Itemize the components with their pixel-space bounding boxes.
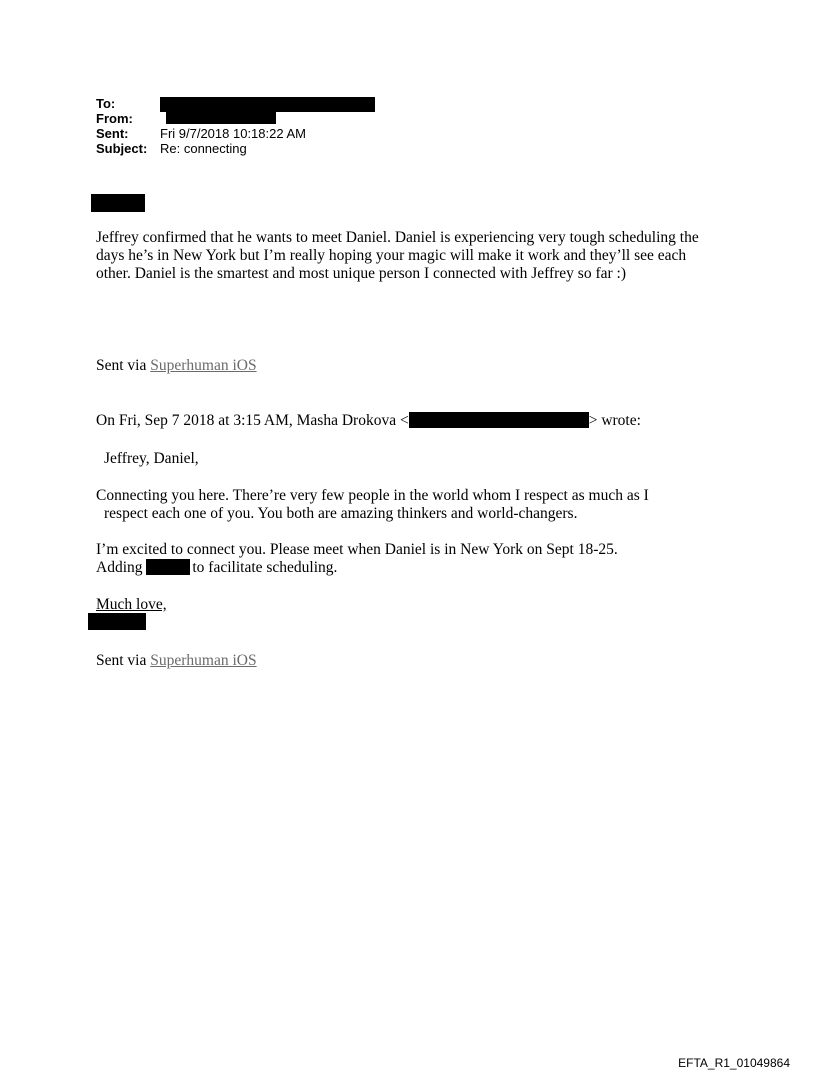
subject-label: Subject: xyxy=(96,141,148,156)
adding-text: Adding xyxy=(96,559,147,576)
from-label: From: xyxy=(96,111,133,126)
sent-row xyxy=(96,126,306,141)
quote-paragraph-1 xyxy=(96,487,649,523)
document-id: EFTA_R1_01049864 xyxy=(678,1056,790,1070)
quote-para1-line1: Connecting you here. There’re very few people in the world whom I respect as much as I xyxy=(96,487,649,504)
quote-para2-line2 xyxy=(96,559,618,577)
from-redaction xyxy=(166,111,276,124)
subject-value: Re: connecting xyxy=(160,141,247,156)
attribution-prefix: On Fri, Sep 7 2018 at 3:15 AM, Masha Drokova < xyxy=(96,412,409,429)
email-header xyxy=(96,96,306,156)
quote-paragraph-2 xyxy=(96,541,618,577)
quote-greeting: Jeffrey, Daniel, xyxy=(104,450,199,467)
closing-text: Much love, xyxy=(96,596,167,613)
reply-body xyxy=(96,229,716,283)
sent-via-prefix: Sent via xyxy=(96,357,151,374)
subject-row xyxy=(96,141,247,156)
quote-signature xyxy=(96,652,257,670)
quote-para1-line2: respect each one of you. You both are amazing thinkers and world-changers. xyxy=(104,505,578,522)
sent-label: Sent: xyxy=(96,126,129,141)
to-redaction xyxy=(160,97,375,112)
attribution-suffix: > wrote: xyxy=(588,412,641,429)
quote-closing xyxy=(96,596,167,614)
quote-para2-line1: I’m excited to connect you. Please meet when Daniel is in New York on Sept 18-25. xyxy=(96,541,618,558)
salutation-redaction xyxy=(91,194,145,212)
facilitate-text: to facilitate scheduling. xyxy=(192,559,338,576)
reply-body-text: Jeffrey confirmed that he wants to meet Daniel. Daniel is experiencing very tough scheduling the days he’s in New York but I’m really hoping your magic will make it work and they’ll see each other. Daniel is the smartest and most unique person I connected with Jeffrey so far :) xyxy=(96,229,699,282)
name-redaction xyxy=(146,559,190,575)
reply-signature xyxy=(96,357,257,375)
quote-superhuman-link[interactable]: Superhuman iOS xyxy=(150,652,257,669)
superhuman-link[interactable]: Superhuman iOS xyxy=(150,357,257,374)
from-row xyxy=(96,111,160,126)
to-row xyxy=(96,96,160,111)
email-redaction xyxy=(409,412,589,428)
signature-redaction xyxy=(88,613,146,630)
quote-attribution xyxy=(96,412,641,430)
to-label: To: xyxy=(96,96,116,111)
quote-sent-via-prefix: Sent via xyxy=(96,652,151,669)
sent-value: Fri 9/7/2018 10:18:22 AM xyxy=(160,126,306,141)
